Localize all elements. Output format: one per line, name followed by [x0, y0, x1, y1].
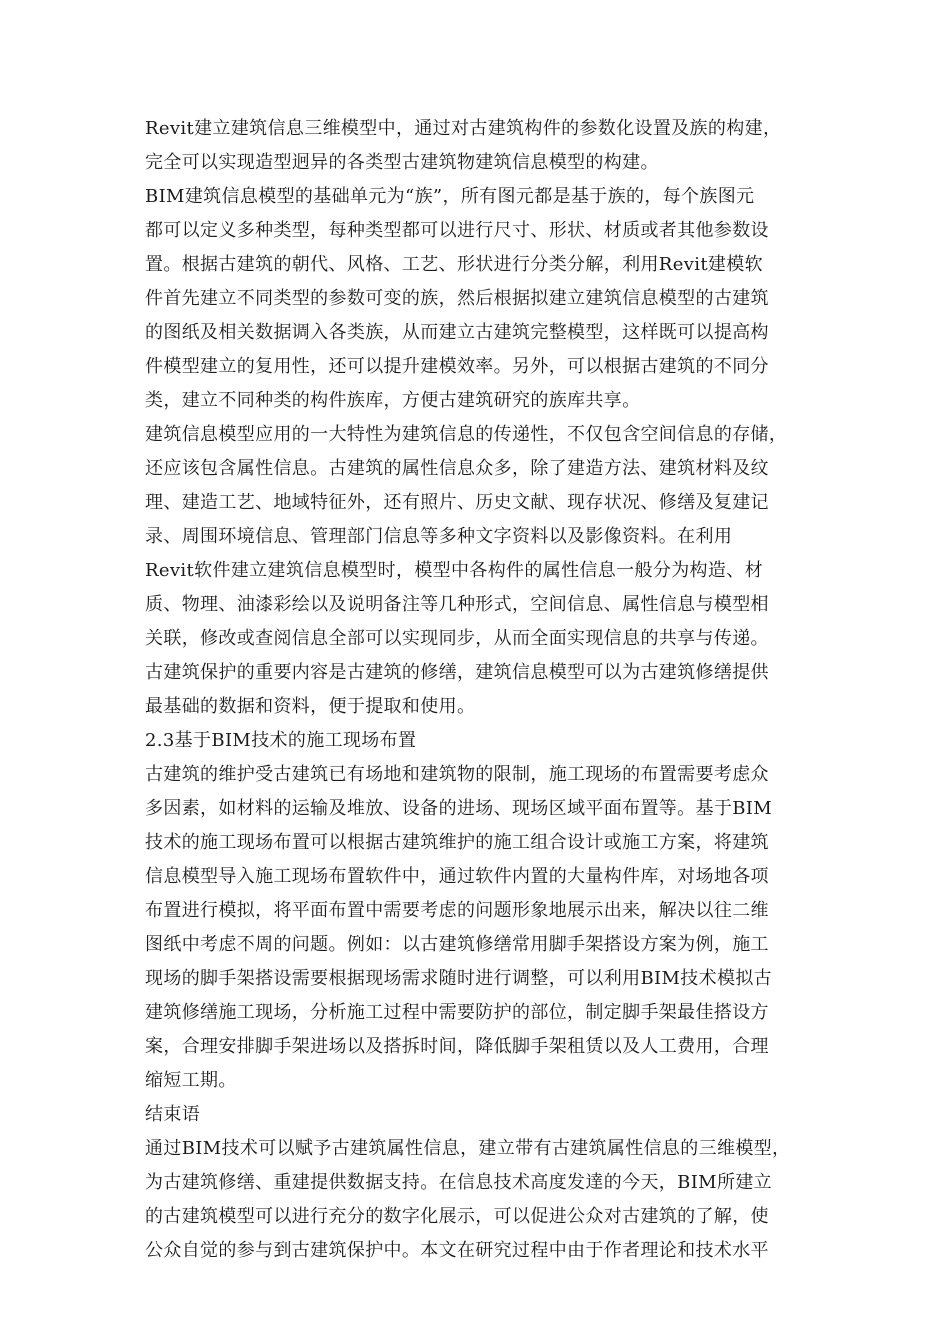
text-line: 为古建筑修缮、重建提供数据支持。在信息技术高度发達的今天，BIM所建立 — [145, 1172, 773, 1193]
text-line: 公众自觉的参与到古建筑保护中。本文在研究过程中由于作者理论和技术水平 — [145, 1240, 769, 1261]
text-line: 关联，修改或查阅信息全部可以实现同步，从而全面实现信息的共享与传递。 — [145, 628, 769, 649]
text-line: 质、物理、油漆彩绘以及说明备注等几种形式，空间信息、属性信息与模型相 — [145, 594, 769, 615]
text-line: Revit软件建立建筑信息模型时，模型中各构件的属性信息一般分为构造、材 — [145, 560, 763, 581]
section-heading: 2.3基于BIM技术的施工现场布置 — [145, 730, 417, 751]
text-line: 件模型建立的复用性，还可以提升建模效率。另外，可以根据古建筑的不同分 — [145, 356, 769, 377]
text-line: 置。根据古建筑的朝代、风格、工艺、形状进行分类分解，利用Revit建模软 — [145, 254, 763, 275]
text-line: 件首先建立不同类型的参数可变的族，然后根据拟建立建筑信息模型的古建筑 — [145, 288, 769, 309]
text-line: 古建筑保护的重要内容是古建筑的修缮，建筑信息模型可以为古建筑修缮提供 — [145, 662, 769, 683]
text-line: 案，合理安排脚手架进场以及搭拆时间，降低脚手架租赁以及人工费用，合理 — [145, 1036, 769, 1057]
text-line: 现场的脚手架搭设需要根据现场需求随时进行调整，可以利用BIM技术模拟古 — [145, 968, 773, 989]
text-line: 建筑信息模型应用的一大特性为建筑信息的传递性，不仅包含空间信息的存储， — [145, 424, 788, 445]
text-line: 类，建立不同种类的构件族库，方便古建筑研究的族库共享。 — [145, 390, 641, 411]
text-line: Revit建立建筑信息三维模型中，通过对古建筑构件的参数化设置及族的构建， — [145, 118, 782, 139]
text-line: 的古建筑模型可以进行充分的数字化展示，可以促进公众对古建筑的了解，使 — [145, 1206, 769, 1227]
text-line: 通过BIM技术可以赋予古建筑属性信息，建立带有古建筑属性信息的三维模型， — [145, 1138, 791, 1159]
text-line: 录、周围环境信息、管理部门信息等多种文字资料以及影像资料。在利用 — [145, 526, 733, 547]
text-line: BIM建筑信息模型的基础单元为“族”，所有图元都是基于族的，每个族图元 — [145, 186, 755, 207]
text-line: 图纸中考虑不周的问题。例如：以古建筑修缮常用脚手架搭设方案为例，施工 — [145, 934, 769, 955]
text-line: 古建筑的维护受古建筑已有场地和建筑物的限制，施工现场的布置需要考虑众 — [145, 764, 769, 785]
document-body — [145, 112, 810, 1268]
text-line: 都可以定义多种类型，每种类型都可以进行尺寸、形状、材质或者其他参数设 — [145, 220, 769, 241]
section-heading: 结束语 — [145, 1104, 201, 1125]
text-line: 多因素，如材料的运输及堆放、设备的进场、现场区域平面布置等。基于BIM — [145, 798, 773, 819]
text-line: 最基础的数据和资料，便于提取和使用。 — [145, 696, 476, 717]
text-line: 建筑修缮施工现场，分析施工过程中需要防护的部位，制定脚手架最佳搭设方 — [145, 1002, 769, 1023]
text-line: 还应该包含属性信息。古建筑的属性信息众多，除了建造方法、建筑材料及纹 — [145, 458, 769, 479]
text-line: 理、建造工艺、地域特征外，还有照片、历史文献、现存状况、修缮及复建记 — [145, 492, 769, 513]
text-line: 技术的施工现场布置可以根据古建筑维护的施工组合设计或施工方案，将建筑 — [145, 832, 769, 853]
text-line: 布置进行模拟，将平面布置中需要考虑的问题形象地展示出来，解决以往二维 — [145, 900, 769, 921]
text-line: 缩短工期。 — [145, 1070, 237, 1091]
text-line: 完全可以实现造型迥异的各类型古建筑物建筑信息模型的构建。 — [145, 152, 659, 173]
text-line: 信息模型导入施工现场布置软件中，通过软件内置的大量构件库，对场地各项 — [145, 866, 769, 887]
text-line: 的图纸及相关数据调入各类族，从而建立古建筑完整模型，这样既可以提高构 — [145, 322, 769, 343]
